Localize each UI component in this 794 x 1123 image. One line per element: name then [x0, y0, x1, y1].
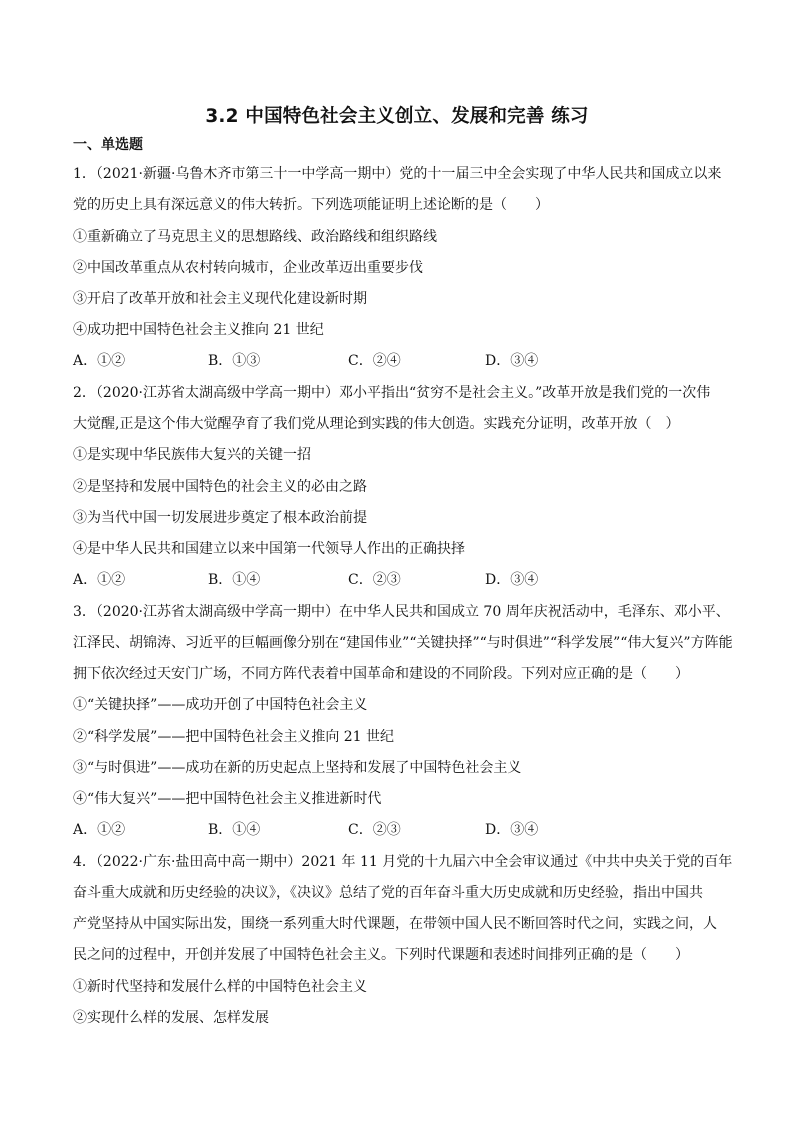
question-3-item-3: ③“与时俱进”——成功在新的历史起点上坚持和发展了中国特色社会主义 [73, 760, 522, 776]
question-3-stem-line-2: 江泽民、胡锦涛、习近平的巨幅画像分别在“建国伟业”“关键抉择”“与时俱进”“科学发展”“伟大复兴”方阵能 [73, 635, 733, 651]
question-1-stem-line-2: 党的历史上具有深远意义的伟大转折。下列选项能证明上述论断的是（ ） [73, 197, 549, 213]
question-2-stem-line-2: 大觉醒,正是这个伟大觉醒孕育了我们党从理论到实践的伟大创造。实践充分证明，改革开放（ ） [73, 416, 680, 432]
option-a[interactable]: A．①② [73, 353, 126, 369]
question-1-item-4: ④成功把中国特色社会主义推向 21 世纪 [73, 322, 324, 338]
option-b[interactable]: B．①④ [208, 572, 261, 588]
question-2-item-3: ③为当代中国一切发展进步奠定了根本政治前提 [73, 510, 367, 526]
option-a[interactable]: A．①② [73, 822, 126, 838]
option-a[interactable]: A．①② [73, 572, 126, 588]
option-c[interactable]: C．②③ [348, 822, 401, 838]
question-4-item-2: ②实现什么样的发展、怎样发展 [73, 1010, 269, 1026]
option-c[interactable]: C．②③ [348, 572, 401, 588]
question-3-stem-line-1: 3．（2020·江苏省太湖高级中学高一期中）在中华人民共和国成立 70 周年庆祝活动中，毛泽东、邓小平、 [73, 604, 730, 620]
option-b[interactable]: B．①④ [208, 822, 261, 838]
section-heading: 一、单选题 [73, 137, 143, 153]
option-b[interactable]: B．①③ [208, 353, 261, 369]
question-1-item-3: ③开启了改革开放和社会主义现代化建设新时期 [73, 291, 367, 307]
option-d[interactable]: D．③④ [485, 572, 539, 588]
question-1-options [73, 351, 723, 371]
question-4-item-1: ①新时代坚持和发展什么样的中国特色社会主义 [73, 979, 367, 995]
question-4-stem-line-4: 民之问的过程中，开创并发展了中国特色社会主义。下列时代课题和表述时间排列正确的是（ ） [73, 947, 689, 963]
question-2-options [73, 570, 723, 590]
option-c[interactable]: C．②④ [348, 353, 401, 369]
question-2-item-1: ①是实现中华民族伟大复兴的关键一招 [73, 447, 311, 463]
page-title: 3.2 中国特色社会主义创立、发展和完善 练习 [205, 106, 589, 127]
question-3-options [73, 820, 723, 840]
question-1-item-2: ②中国改革重点从农村转向城市，企业改革迈出重要步伐 [73, 260, 423, 276]
question-4-stem-line-2: 奋斗重大成就和历史经验的决议》，《决议》总结了党的百年奋斗重大历史成就和历史经验，指出中国共 [73, 885, 703, 901]
question-2-item-4: ④是中华人民共和国建立以来中国第一代领导人作出的正确抉择 [73, 541, 465, 557]
option-d[interactable]: D．③④ [485, 822, 539, 838]
question-2-item-2: ②是坚持和发展中国特色的社会主义的必由之路 [73, 479, 367, 495]
question-3-item-4: ④“伟大复兴”——把中国特色社会主义推进新时代 [73, 791, 382, 807]
question-4-stem-line-1: 4．（2022·广东·盐田高中高一期中）2021 年 11 月党的十九届六中全会审议通过《中共中央关于党的百年 [73, 854, 733, 870]
question-3-stem-line-3: 拥下依次经过天安门广场，不同方阵代表着中国革命和建设的不同阶段。下列对应正确的是（ ） [73, 666, 689, 682]
question-1-stem-line-1: 1．（2021·新疆·乌鲁木齐市第三十一中学高一期中）党的十一届三中全会实现了中华人民共和国成立以来 [73, 166, 722, 182]
question-3-item-2: ②“科学发展”——把中国特色社会主义推向 21 世纪 [73, 729, 395, 745]
question-1-item-1: ①重新确立了马克思主义的思想路线、政治路线和组织路线 [73, 229, 437, 245]
question-2-stem-line-1: 2．（2020·江苏省太湖高级中学高一期中）邓小平指出“贫穷不是社会主义。”改革开放是我们党的一次伟 [73, 385, 711, 401]
question-3-item-1: ①“关键抉择”——成功开创了中国特色社会主义 [73, 697, 368, 713]
option-d[interactable]: D．③④ [485, 353, 539, 369]
question-4-stem-line-3: 产党坚持从中国实际出发，围绕一系列重大时代课题，在带领中国人民不断回答时代之问，实践之问，人 [73, 916, 717, 932]
